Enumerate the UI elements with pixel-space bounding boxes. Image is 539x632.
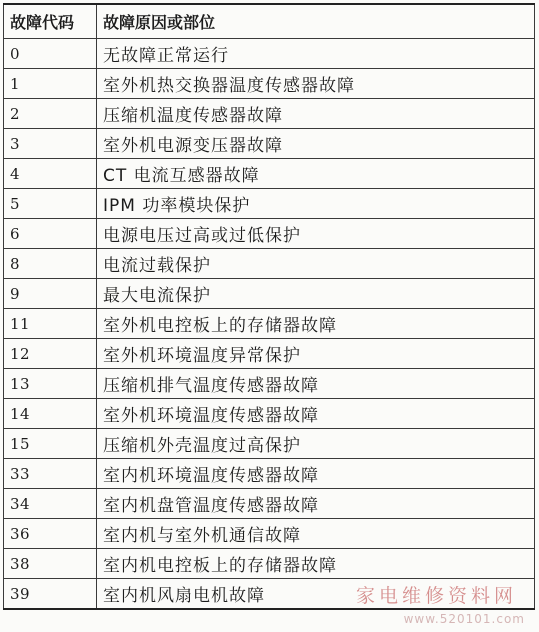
- table-row: [4, 309, 535, 339]
- fault-code-table: [3, 3, 535, 610]
- fault-code-cell: 39: [4, 579, 97, 610]
- table-row: [4, 219, 535, 249]
- watermark-text: 家电维修资料网: [355, 585, 517, 607]
- fault-code-cell: 5: [4, 189, 97, 219]
- fault-cause-cell: 室内机盘管温度传感器故障: [97, 489, 535, 519]
- fault-cause-cell: 最大电流保护: [97, 279, 535, 309]
- fault-code-cell: 14: [4, 399, 97, 429]
- table-row: [4, 399, 535, 429]
- fault-cause-cell: 电源电压过高或过低保护: [97, 219, 535, 249]
- fault-code-cell: 15: [4, 429, 97, 459]
- header-fault-cause: 故障原因或部位: [97, 4, 535, 39]
- table-row: [4, 69, 535, 99]
- fault-cause-cell: 室内机风扇电机故障: [97, 579, 535, 610]
- fault-cause-cell: 室外机电控板上的存储器故障: [97, 309, 535, 339]
- fault-cause-cell: 室内机电控板上的存储器故障: [97, 549, 535, 579]
- fault-cause-cell: 室外机环境温度传感器故障: [97, 399, 535, 429]
- fault-code-cell: 6: [4, 219, 97, 249]
- table-row: [4, 279, 535, 309]
- table-row: [4, 249, 535, 279]
- table-row: [4, 189, 535, 219]
- fault-code-cell: 8: [4, 249, 97, 279]
- table-row: [4, 549, 535, 579]
- table-row: [4, 429, 535, 459]
- fault-cause-cell: 室内机环境温度传感器故障: [97, 459, 535, 489]
- fault-code-cell: 36: [4, 519, 97, 549]
- table-row: [4, 369, 535, 399]
- table-row: [4, 459, 535, 489]
- table-header-row: [4, 4, 535, 39]
- fault-cause-cell: 电流过载保护: [97, 249, 535, 279]
- fault-code-cell: 4: [4, 159, 97, 189]
- table-row: [4, 339, 535, 369]
- fault-cause-cell: 压缩机排气温度传感器故障: [97, 369, 535, 399]
- fault-cause-cell: CT 电流互感器故障: [97, 159, 535, 189]
- fault-cause-cell: 室外机热交换器温度传感器故障: [97, 69, 535, 99]
- fault-cause-cell: 无故障正常运行: [97, 39, 535, 69]
- header-fault-code: 故障代码: [4, 4, 97, 39]
- fault-code-cell: 2: [4, 99, 97, 129]
- fault-code-cell: 9: [4, 279, 97, 309]
- fault-cause-cell: 压缩机外壳温度过高保护: [97, 429, 535, 459]
- fault-cause-cell: 室外机电源变压器故障: [97, 129, 535, 159]
- table-row: [4, 489, 535, 519]
- fault-code-cell: 11: [4, 309, 97, 339]
- table-row: [4, 129, 535, 159]
- fault-code-cell: 34: [4, 489, 97, 519]
- fault-cause-cell: 压缩机温度传感器故障: [97, 99, 535, 129]
- fault-cause-cell: 室外机环境温度异常保护: [97, 339, 535, 369]
- fault-cause-cell: 室内机与室外机通信故障: [97, 519, 535, 549]
- table-row: [4, 39, 535, 69]
- watermark-url: www.520101.com: [403, 612, 525, 626]
- fault-code-cell: 33: [4, 459, 97, 489]
- fault-code-cell: 13: [4, 369, 97, 399]
- fault-code-cell: 0: [4, 39, 97, 69]
- table-row: [4, 99, 535, 129]
- table-body: [4, 39, 535, 610]
- table-row: [4, 159, 535, 189]
- table-row: [4, 519, 535, 549]
- fault-code-cell: 3: [4, 129, 97, 159]
- fault-code-cell: 1: [4, 69, 97, 99]
- fault-cause-cell: IPM 功率模块保护: [97, 189, 535, 219]
- fault-code-cell: 38: [4, 549, 97, 579]
- fault-code-cell: 12: [4, 339, 97, 369]
